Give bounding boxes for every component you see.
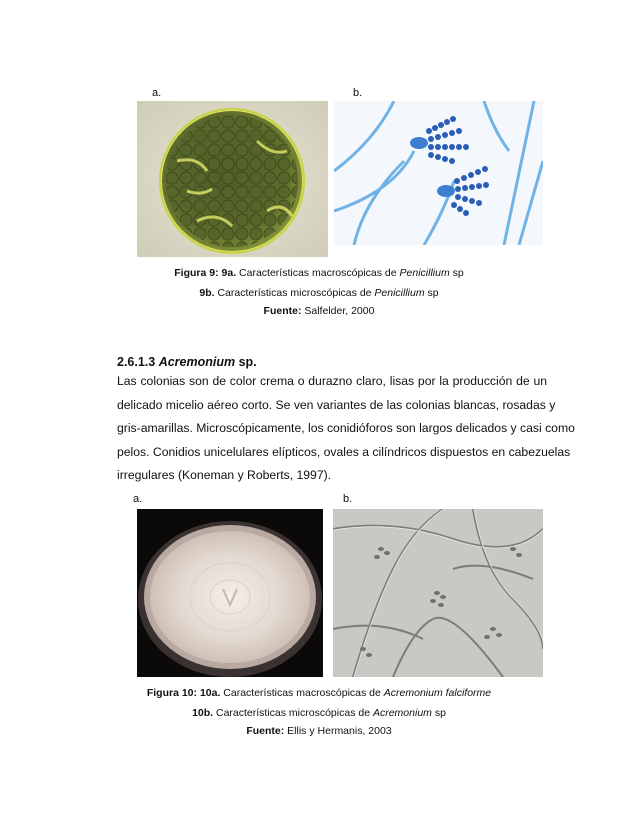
paragraph-line: pelos. Conidios unicelulares elípticos, ovales a cilíndricos dispuestos en cabezuelas: [117, 444, 571, 459]
figure10-caption-line2: 10b. Características microscópicas de Acremonium sp: [192, 707, 446, 719]
figure9-caption-line1: Figura 9: 9a. Características macroscópicas de Penicillium sp: [174, 267, 464, 279]
penicillium-colony-photo: [137, 101, 328, 257]
figure9-label-b: b.: [353, 87, 363, 99]
figure9-source: Fuente: Salfelder, 2000: [263, 305, 375, 317]
section-heading: 2.6.1.3 Acremonium sp.: [117, 355, 257, 369]
paragraph-line: gris-amarillas. Microscópicamente, los conidióforos son largos delicados y casi como: [117, 421, 575, 435]
figure9-caption-line2: 9b. Características microscópicas de Penicillium sp: [199, 287, 439, 299]
acremonium-colony-photo: [137, 509, 323, 677]
paragraph-line: irregulares (Koneman y Roberts, 1997).: [117, 468, 332, 482]
acremonium-microscopy-photo: [333, 509, 543, 677]
paragraph-line: delicado micelio aéreo corto. Se ven variantes de las colonias blancas, rosadas y: [117, 397, 556, 412]
figure9-label-a: a.: [152, 87, 162, 99]
figure10-label-b: b.: [343, 493, 353, 505]
figure10-caption-line1: Figura 10: 10a. Características macroscópicas de Acremonium falciforme: [146, 687, 492, 699]
figure10-source: Fuente: Ellis y Hermanis, 2003: [246, 725, 392, 737]
figure10-label-a: a.: [133, 493, 143, 505]
penicillium-microscopy-photo: [334, 101, 543, 245]
section-paragraph: [117, 370, 575, 488]
paragraph-line: Las colonias son de color crema o durazno claro, lisas por la producción de un: [117, 374, 547, 388]
